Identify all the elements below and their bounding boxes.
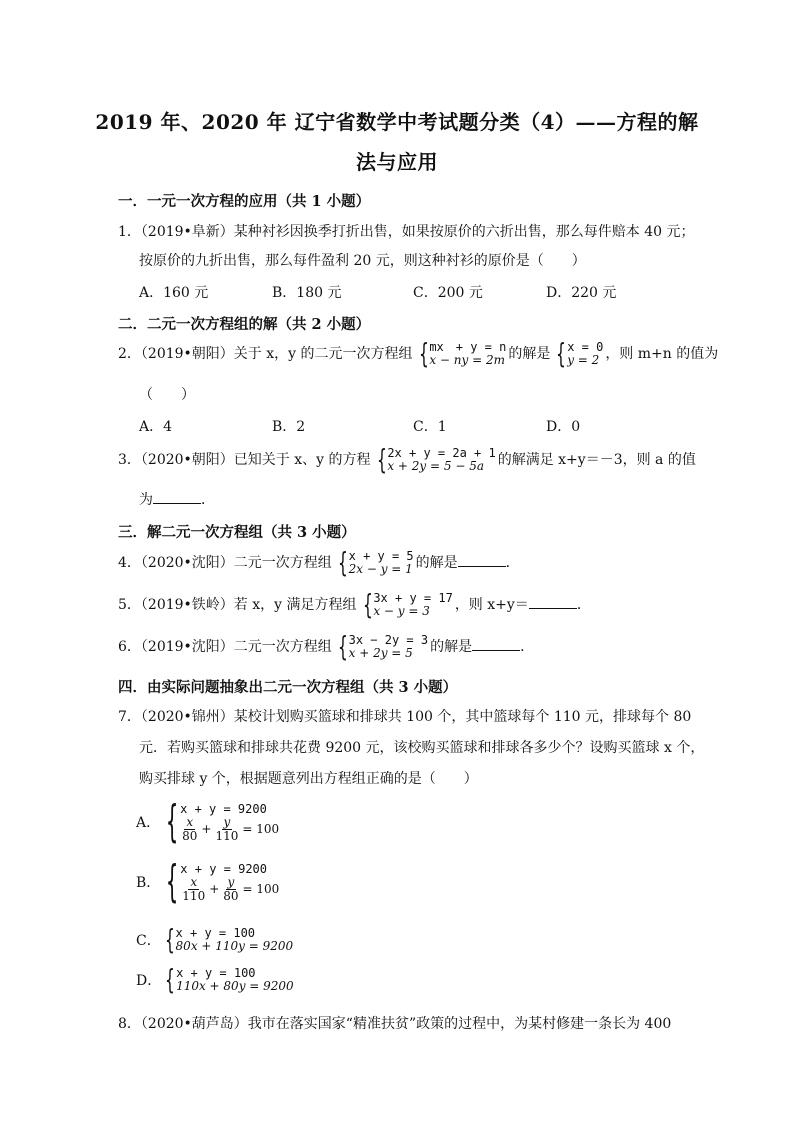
q3-answer-blank — [153, 491, 201, 504]
q7-option-c-row2: 80x + 110y = 9200 — [175, 939, 294, 953]
page-title-line1: 2019 年、2020 年 辽宁省数学中考试题分类（4）——方程的解 — [95, 110, 699, 134]
q4-sys-row1: x + y = 5 — [348, 549, 414, 563]
q1-option-a: A．160 元 — [139, 285, 209, 301]
q7-option-a-rhs: = 100 — [242, 822, 280, 836]
q4-sys-row2: 2x − y = 1 — [348, 562, 413, 576]
q7-option-a-label: A． — [136, 815, 161, 831]
q7-option-d-row1: x + y = 100 — [176, 966, 256, 980]
q2-prefix: 2．（2019•朝阳）关于 x，y 的二元一次方程组 — [118, 346, 413, 362]
q6-answer-blank — [472, 638, 520, 651]
q4-suffix: 的解是 — [415, 555, 458, 571]
q2-middle: 的解是 — [508, 346, 551, 362]
q7-option-a-plus: + — [201, 822, 212, 836]
q3-line1 — [118, 443, 696, 476]
q7-option-c — [136, 923, 294, 956]
q7-option-c-row1: x + y = 100 — [175, 926, 256, 940]
q7-line1: 7．（2020•锦州）某校计划购买篮球和排球共 100 个，其中篮球每个 110 元，排球每个 80 — [118, 709, 692, 725]
q6-system — [334, 630, 429, 663]
q3-line2-text: 为 — [139, 492, 153, 508]
q6-sys-row2: x + 2y = 5 — [348, 646, 413, 660]
q2-option-d: D．0 — [546, 419, 581, 435]
q7-option-b-row1: x + y = 9200 — [180, 861, 267, 876]
q3-end: ． — [201, 492, 215, 508]
q7-option-b-label: B． — [136, 875, 161, 891]
q6-line — [118, 630, 535, 663]
section-heading-2: 二．二元一次方程组的解（共 2 小题） — [118, 316, 371, 333]
q6-sys-row1: 3x − 2y = 3 — [348, 633, 429, 647]
q3-sys-row2: x + 2y = 5 − 5a — [387, 459, 484, 473]
q6-end: ． — [520, 639, 535, 655]
q3-brace-icon: { — [376, 443, 387, 476]
q3-suffix: 的解满足 x+y＝－3，则 a 的值 — [497, 452, 696, 468]
q7-line3: 购买排球 y 个，根据题意列出方程组正确的是（ ） — [139, 771, 478, 787]
q2-solution — [552, 337, 604, 370]
q3-line2 — [139, 489, 215, 509]
q4-answer-blank — [458, 554, 506, 567]
q5-line — [118, 588, 591, 621]
q5-suffix: ，则 x+y＝ — [454, 597, 529, 613]
q2-sys-row2: x − ny = 2m — [429, 353, 505, 367]
q7-option-a-frac2: $\frac{y}{110}$ — [215, 814, 239, 843]
q7-option-b — [136, 856, 280, 907]
q2-brace-icon: { — [418, 337, 429, 370]
q5-end: ． — [576, 597, 591, 613]
q4-end: ． — [505, 555, 520, 571]
q7-option-d-brace-icon: { — [165, 963, 176, 996]
q3-sys-row1: 2x + y = 2a + 1 — [387, 446, 496, 460]
q5-prefix: 5．（2019•铁岭）若 x，y 满足方程组 — [118, 597, 357, 613]
q1-line2: 按原价的九折出售，那么每件盈利 20 元，则这种衬衫的原价是（ ） — [139, 253, 586, 269]
q2-line1 — [118, 337, 719, 370]
q8-line1: 8．（2020•葫芦岛）我市在落实国家“精准扶贫”政策的过程中，为某村修建一条长为 400 — [118, 1016, 672, 1032]
section-heading-1: 一．一元一次方程的应用（共 1 小题） — [118, 193, 371, 210]
q3-prefix: 3．（2020•朝阳）已知关于 x、y 的方程 — [118, 452, 371, 468]
q7-option-c-label: C． — [136, 933, 161, 949]
q7-option-a-row1: x + y = 9200 — [180, 801, 267, 816]
q5-system — [359, 588, 453, 621]
q7-option-b-frac1: $\frac{x}{110}$ — [182, 874, 206, 903]
q5-sys-row1: 3x + y = 17 — [373, 591, 453, 605]
q6-suffix: 的解是 — [430, 639, 473, 655]
section-heading-3: 三．解二元一次方程组（共 3 小题） — [118, 524, 356, 541]
q1-option-d: D．220 元 — [546, 285, 617, 301]
q7-option-b-rhs: = 100 — [242, 882, 280, 896]
q2-system — [415, 337, 507, 370]
q2-line2: （ ） — [139, 387, 195, 403]
q2-sys-row1: mx + y = n — [429, 340, 507, 354]
q5-answer-blank — [529, 596, 577, 609]
q2-option-c: C．1 — [413, 419, 447, 435]
q2-suffix: ，则 m+n 的值为 — [605, 346, 719, 362]
q7-option-d — [136, 963, 294, 996]
q7-line2: 元．若购买篮球和排球共花费 9200 元，该校购买篮球和排球各多少个？设购买篮球 x 个， — [139, 740, 705, 756]
q2-sol-row2: y = 2 — [567, 353, 600, 367]
q7-option-b-plus: + — [209, 882, 220, 896]
q3-system — [373, 443, 496, 476]
section-heading-4: 四．由实际问题抽象出二元一次方程组（共 3 小题） — [118, 679, 458, 696]
q6-prefix: 6．（2019•沈阳）二元一次方程组 — [118, 639, 332, 655]
q7-option-b-frac2: $\frac{y}{80}$ — [223, 874, 239, 903]
q4-prefix: 4．（2020•沈阳）二元一次方程组 — [118, 555, 332, 571]
q4-brace-icon: { — [337, 546, 348, 579]
q7-option-a-frac1: $\frac{x}{80}$ — [182, 814, 198, 843]
q7-option-a-brace-icon: { — [165, 796, 179, 847]
q7-option-d-label: D． — [136, 973, 162, 989]
q6-brace-icon: { — [337, 630, 348, 663]
q7-option-a — [136, 796, 280, 847]
q7-option-c-brace-icon: { — [164, 923, 175, 956]
q2-sol-brace-icon: { — [556, 337, 567, 370]
q5-sys-row2: x − y = 3 — [373, 604, 430, 618]
q2-sol-row1: x = 0 — [567, 340, 604, 354]
q1-line1: 1．（2019•阜新）某种衬衫因换季打折出售，如果按原价的六折出售，那么每件赔本 40 元； — [118, 224, 695, 240]
q1-option-b: B．180 元 — [272, 285, 342, 301]
q4-system — [334, 546, 414, 579]
page-title-line2: 法与应用 — [356, 150, 438, 174]
q4-line — [118, 546, 520, 579]
q1-option-c: C．200 元 — [413, 285, 483, 301]
q7-option-d-row2: 110x + 80y = 9200 — [176, 979, 294, 993]
q5-brace-icon: { — [362, 588, 373, 621]
q2-option-b: B．2 — [272, 419, 306, 435]
q2-option-a: A．4 — [139, 419, 173, 435]
q7-option-b-brace-icon: { — [165, 856, 179, 907]
